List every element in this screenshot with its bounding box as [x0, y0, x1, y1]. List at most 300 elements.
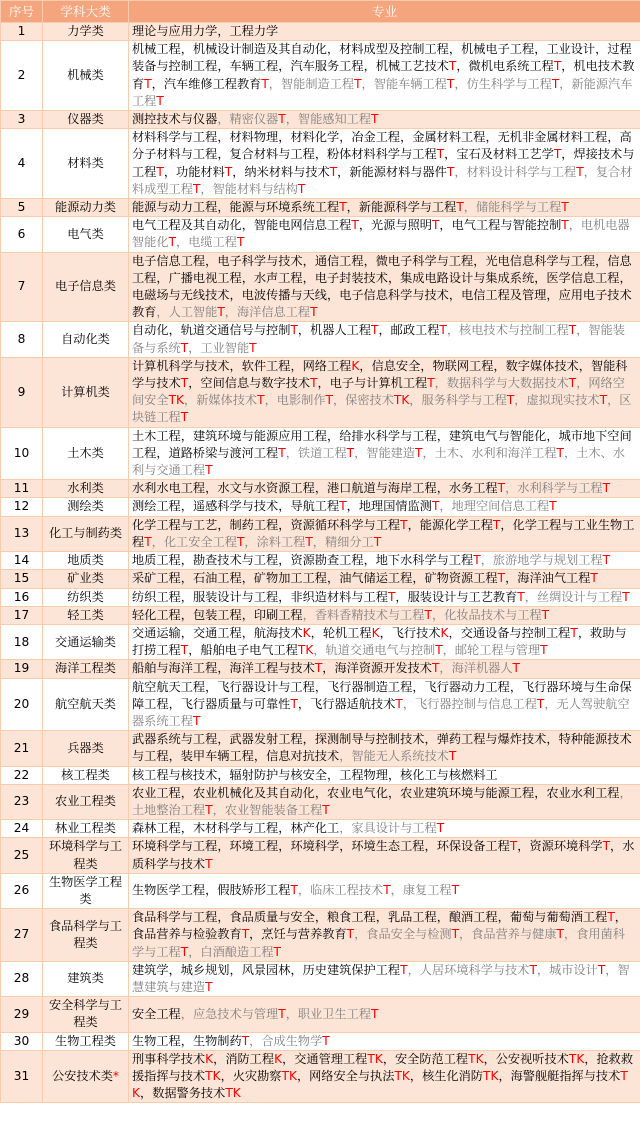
- separator: ，: [412, 571, 425, 586]
- major-item: [323, 626, 380, 640]
- major-mark: T: [424, 607, 432, 622]
- separator: ，: [561, 147, 574, 162]
- major-item: [326, 643, 443, 657]
- separator: ，: [434, 376, 447, 391]
- separator: ，: [229, 962, 242, 977]
- major-item: [303, 359, 360, 373]
- major-mark: TK: [168, 393, 184, 408]
- major-item: [449, 481, 505, 495]
- major-name: 生物工程: [132, 1033, 181, 1048]
- major-item: [359, 200, 464, 214]
- major-item: [200, 341, 256, 355]
- major-mark: T: [180, 944, 189, 959]
- major-name: 数据科学与大数据技术: [446, 376, 569, 391]
- major-name: 纺织工程: [132, 589, 181, 604]
- category-cell: [43, 480, 129, 498]
- major-name: 轮机工程: [322, 625, 372, 640]
- major-item: [254, 608, 303, 622]
- separator: ，: [378, 323, 391, 338]
- major-name: 新能源汽车工程: [132, 76, 633, 108]
- major-item: [310, 883, 391, 897]
- major-name: 非织造材料与工程: [290, 589, 388, 604]
- separator: ，: [409, 393, 422, 408]
- major-item: [132, 571, 181, 585]
- major-name: 高分子材料与工程: [132, 130, 632, 162]
- major-name: 智能感知工程: [297, 112, 372, 127]
- major-name: 森林工程: [132, 821, 181, 836]
- major-mark: TK: [483, 1068, 499, 1083]
- category-cell: [43, 129, 129, 199]
- major-name: 飞行器控制与信息工程: [415, 696, 537, 711]
- row-index-cell: [1, 217, 43, 252]
- row-index-cell: [1, 731, 43, 766]
- category-name: 交通运输类: [55, 634, 116, 649]
- major-item: [366, 927, 459, 941]
- major-name: 材料设计科学与工程: [466, 164, 577, 179]
- separator: ，: [241, 625, 254, 640]
- major-name: 微机电系统工程: [468, 59, 554, 74]
- table-row: [1, 552, 640, 570]
- separator: ，: [337, 164, 350, 179]
- major-mark: T: [278, 1006, 286, 1021]
- separator: ，: [205, 481, 218, 496]
- major-name: 食品质量与安全: [229, 910, 315, 925]
- major-item: [230, 200, 347, 214]
- major-mark: T: [556, 927, 564, 942]
- separator: ，: [395, 589, 408, 604]
- major-item: [290, 821, 339, 835]
- category-name: 生物工程类: [55, 1033, 116, 1048]
- major-mark: TK: [205, 1068, 221, 1083]
- separator: ，: [595, 253, 608, 268]
- major-name: 精细分工: [324, 534, 374, 549]
- major-name: 海洋工程与技术: [229, 661, 315, 676]
- major-name: 核工程与核技术: [132, 767, 218, 782]
- major-item: [403, 883, 459, 897]
- majors-cell: [129, 480, 640, 498]
- category-cell: [43, 322, 129, 357]
- table-row: [1, 588, 640, 606]
- major-name: 飞行器设计与工程: [217, 679, 315, 694]
- major-item: [132, 323, 169, 337]
- major-item: [254, 571, 327, 585]
- row-index: 4: [17, 156, 26, 171]
- major-mark: T: [436, 821, 445, 836]
- category-cell: [43, 961, 129, 996]
- major-item: [351, 130, 400, 144]
- major-name: 物联网工程: [432, 358, 494, 373]
- major-name: 广播电视工程: [168, 270, 242, 285]
- major-name: 道路桥梁与渡河工程: [168, 445, 279, 460]
- major-item: [339, 768, 388, 782]
- separator: ，: [217, 59, 230, 74]
- major-item: [193, 553, 278, 567]
- category-cell: [43, 570, 129, 588]
- separator: ，: [382, 1051, 395, 1066]
- separator: ，: [459, 927, 472, 942]
- major-name: 康复工程: [402, 883, 452, 898]
- major-name: 环境科学: [290, 839, 340, 854]
- category-cell: [43, 217, 129, 252]
- table-row: [1, 873, 640, 908]
- major-name: 冶金工程: [351, 130, 401, 145]
- major-name: 电磁场与无线技术: [132, 288, 230, 303]
- major-name: 生物制药: [192, 1033, 242, 1048]
- separator: ，: [605, 962, 618, 977]
- major-name: 武器系统与工程: [132, 732, 218, 747]
- major-mark: T: [383, 883, 391, 898]
- major-name: 智能科学与技术: [132, 358, 628, 391]
- major-name: 机械工程: [132, 42, 181, 57]
- major-mark: TK: [281, 1068, 297, 1083]
- major-item: [422, 393, 515, 407]
- major-item: [132, 24, 217, 38]
- majors-cell: [129, 427, 640, 480]
- major-name: 智能电网信息工程: [253, 218, 352, 233]
- major-mark: T: [205, 463, 213, 478]
- major-name: 金属材料工程: [412, 130, 486, 145]
- major-name: 食用菌科学与工程: [132, 927, 625, 959]
- major-mark: K: [205, 1051, 214, 1066]
- major-item: [254, 626, 311, 640]
- major-item: [371, 218, 439, 232]
- major-name: 工业设计: [546, 42, 596, 57]
- major-mark: K: [302, 625, 311, 640]
- major-name: 给排水科学与工程: [339, 428, 437, 443]
- table-row: [1, 111, 640, 129]
- major-item: [298, 446, 354, 460]
- major-item: [339, 42, 449, 56]
- major-mark: T: [590, 571, 598, 586]
- major-name: 采矿工程: [132, 571, 181, 586]
- major-name: 环境科学与工程: [132, 839, 218, 854]
- table-row: [1, 909, 640, 962]
- major-mark: T: [278, 112, 286, 127]
- category-name: 航空航天类: [55, 696, 116, 711]
- major-item: [193, 608, 242, 622]
- major-name: 船舶与海洋工程: [132, 661, 218, 676]
- category-cell: [43, 552, 129, 570]
- major-name: 农业机械化及其自动化: [192, 785, 315, 800]
- major-mark: T: [322, 802, 330, 817]
- major-name: 飞行器质量与可靠性: [180, 696, 291, 711]
- major-name: 过程装备与控制工程: [132, 42, 632, 74]
- major-item: [193, 429, 327, 443]
- table-row: [1, 516, 640, 551]
- major-item: [325, 535, 381, 549]
- major-name: 安全工程: [132, 1006, 181, 1021]
- major-name: 精密仪器: [229, 112, 279, 127]
- major-item: [425, 571, 506, 585]
- major-name: 遥感科学与技术: [192, 499, 279, 514]
- separator: ，: [346, 499, 359, 514]
- category-name: 农业工程类: [55, 794, 116, 809]
- separator: ，: [568, 218, 581, 233]
- major-name: 新能源科学与工程: [358, 200, 457, 215]
- major-name: 建筑学: [132, 962, 169, 977]
- separator: ，: [454, 164, 467, 179]
- major-name: 测绘工程: [132, 499, 181, 514]
- major-item: [408, 590, 525, 604]
- major-item: [433, 359, 494, 373]
- major-name: 制药工程: [229, 517, 279, 532]
- major-name: 智能装备与系统: [132, 323, 625, 355]
- major-mark: T: [180, 410, 189, 425]
- separator: ，: [180, 42, 193, 57]
- major-item: [467, 165, 584, 179]
- separator: ，: [163, 164, 177, 179]
- separator: ，: [578, 358, 591, 373]
- major-item: [400, 768, 498, 782]
- major-name: 武器发射工程: [229, 732, 303, 747]
- category-cell: [43, 1032, 129, 1050]
- major-item: [420, 518, 501, 532]
- major-name: 乳品工程: [387, 910, 437, 925]
- major-mark: T: [290, 696, 298, 711]
- major-name: 交通管理工程: [294, 1051, 368, 1066]
- separator: ，: [327, 571, 340, 586]
- major-item: [132, 499, 181, 513]
- separator: ，: [595, 42, 608, 57]
- major-item: [193, 571, 242, 585]
- row-index-cell: [1, 588, 43, 606]
- row-index-cell: [1, 606, 43, 624]
- separator: ，: [436, 428, 449, 443]
- category-mark: *: [112, 1068, 120, 1083]
- row-index-cell: [1, 516, 43, 551]
- row-index: 15: [13, 571, 30, 586]
- row-index-cell: [1, 252, 43, 322]
- major-name: 土木工程: [132, 428, 181, 443]
- major-mark: K: [351, 358, 360, 373]
- major-mark: T: [354, 76, 362, 91]
- separator: ，: [497, 910, 510, 925]
- major-item: [330, 376, 435, 390]
- category-name: 力学类: [67, 24, 104, 38]
- major-item: [217, 680, 315, 694]
- major-name: 职业卫生工程: [297, 1006, 372, 1021]
- major-mark: T: [506, 393, 515, 408]
- category-name: 纺织类: [67, 589, 104, 604]
- major-item: [447, 376, 576, 390]
- major-mark: T: [241, 927, 250, 942]
- majors-cell: [129, 1050, 640, 1103]
- major-name: 弹药工程与爆炸技术: [436, 732, 547, 747]
- major-name: 安全防范工程: [395, 1051, 469, 1066]
- major-name: 人工智能: [168, 305, 218, 320]
- major-item: [546, 786, 619, 800]
- major-mark: T: [568, 376, 577, 391]
- row-index: 12: [13, 499, 30, 514]
- major-name: 油气储运工程: [339, 571, 413, 586]
- major-name: 丝绸设计与工程: [536, 589, 623, 604]
- major-mark: T: [561, 200, 569, 215]
- major-item: [449, 910, 498, 924]
- major-name: 智能制造工程: [280, 76, 355, 91]
- majors-cell: [129, 624, 640, 659]
- major-name: 土木、水利与交通工程: [132, 445, 625, 478]
- separator: ，: [314, 785, 327, 800]
- major-name: 交通工程: [192, 625, 242, 640]
- separator: ，: [184, 393, 197, 408]
- major-name: 建筑环境与能源应用工程: [192, 428, 327, 443]
- row-index: 29: [13, 1006, 30, 1021]
- major-mark: T: [273, 944, 281, 959]
- major-mark: T: [156, 164, 164, 179]
- major-item: [425, 680, 510, 694]
- category-cell: [43, 997, 129, 1032]
- major-mark: T: [325, 393, 333, 408]
- major-mark: T: [509, 839, 518, 854]
- table-row: [1, 199, 640, 217]
- major-item: [230, 732, 303, 746]
- category-name: 计算机类: [61, 384, 110, 399]
- major-item: [181, 963, 230, 977]
- major-name: 应用电子技术教育: [132, 288, 632, 320]
- major-item: [230, 768, 328, 782]
- major-name: 地理空间信息工程: [451, 499, 550, 514]
- major-name: 水质科学与技术: [132, 839, 635, 871]
- row-index: 7: [17, 279, 26, 294]
- separator: ，: [217, 767, 230, 782]
- major-item: [169, 305, 225, 319]
- separator: ，: [296, 1068, 310, 1083]
- separator: ，: [180, 553, 193, 568]
- major-name: 食品科学与工程: [132, 910, 218, 925]
- major-item: [230, 147, 315, 161]
- major-item: [237, 305, 318, 319]
- major-item: [254, 218, 359, 232]
- major-name: 网络工程: [302, 358, 352, 373]
- major-item: [193, 42, 327, 56]
- majors-cell: [129, 961, 640, 996]
- separator: ，: [536, 962, 550, 977]
- major-name: 飞行技术: [391, 625, 441, 640]
- major-mark: T: [236, 534, 245, 549]
- separator: ，: [454, 76, 467, 91]
- row-index-cell: [1, 784, 43, 819]
- major-name: 石油工程: [192, 571, 242, 586]
- major-name: 旅游地学与规划工程: [492, 553, 603, 568]
- separator: ，: [278, 59, 291, 74]
- major-mark: T: [371, 1006, 379, 1021]
- separator: ，: [412, 679, 425, 694]
- row-index-cell: [1, 480, 43, 498]
- major-item: [391, 323, 447, 337]
- major-item: [181, 749, 254, 763]
- major-item: [193, 499, 278, 513]
- major-item: [132, 429, 181, 443]
- separator: ，: [420, 358, 433, 373]
- table-row: [1, 322, 640, 357]
- row-index: 22: [13, 767, 30, 782]
- row-index-cell: [1, 570, 43, 588]
- separator: ，: [220, 1068, 233, 1083]
- major-item: [309, 1069, 410, 1083]
- major-name: 印刷工程: [253, 607, 303, 622]
- majors-cell: [129, 1032, 640, 1050]
- major-name: 理论与应用力学: [132, 24, 218, 38]
- major-mark: T: [329, 164, 338, 179]
- major-item: [351, 749, 456, 763]
- major-item: [298, 1007, 379, 1021]
- separator: ，: [264, 393, 277, 408]
- separator: ，: [607, 393, 620, 408]
- major-item: [327, 786, 388, 800]
- major-mark: T: [180, 643, 189, 658]
- row-index: 31: [13, 1068, 30, 1083]
- category-name: 能源动力类: [55, 200, 116, 215]
- major-item: [132, 112, 217, 126]
- majors-cell: [129, 498, 640, 516]
- major-name: 食品营养与健康: [471, 927, 557, 942]
- separator: ，: [217, 517, 230, 532]
- major-name: 勘查技术与工程: [192, 553, 279, 568]
- separator: ，: [156, 270, 169, 285]
- category-name: 仪器类: [67, 112, 104, 127]
- major-item: [242, 963, 291, 977]
- category-name: 轻工类: [67, 607, 104, 622]
- major-item: [132, 42, 181, 56]
- major-mark: T: [576, 164, 584, 179]
- row-index: 28: [13, 971, 30, 986]
- separator: ，: [584, 1051, 597, 1066]
- row-index-cell: [1, 23, 43, 41]
- separator: ，: [217, 112, 230, 127]
- separator: ，: [473, 253, 486, 268]
- major-name: 电子信息工程: [132, 253, 206, 268]
- separator: ，: [180, 785, 193, 800]
- major-name: 光源与照明: [371, 218, 432, 233]
- major-item: [449, 429, 547, 443]
- separator: ，: [339, 749, 352, 764]
- major-mark: T: [435, 643, 443, 658]
- major-name: 资源环境科学: [529, 839, 603, 854]
- major-name: 飞行器适航技术: [310, 696, 396, 711]
- major-name: 人居环境科学与技术: [419, 962, 530, 977]
- separator: ，: [564, 445, 577, 460]
- separator: ，: [439, 661, 452, 676]
- row-index: 19: [13, 661, 30, 676]
- separator: ，: [297, 323, 311, 338]
- major-item: [461, 288, 546, 302]
- major-name: 信息对抗技术: [266, 749, 340, 764]
- separator: ，: [431, 607, 445, 622]
- major-item: [132, 608, 181, 622]
- major-mark: T: [497, 481, 506, 496]
- major-item: [315, 732, 425, 746]
- major-mark: T: [180, 376, 189, 391]
- major-mark: T: [622, 589, 630, 604]
- major-item: [132, 130, 217, 144]
- major-mark: T: [512, 661, 520, 676]
- major-name: 导航工程: [290, 499, 340, 514]
- major-item: [372, 359, 421, 373]
- major-mark: T: [553, 59, 562, 74]
- row-index: 6: [17, 226, 26, 241]
- separator: ，: [241, 270, 254, 285]
- separator: ，: [180, 589, 193, 604]
- row-index: 11: [13, 481, 30, 496]
- major-item: [132, 963, 169, 977]
- major-item: [230, 24, 279, 38]
- separator: ，: [217, 24, 230, 38]
- separator: ，: [180, 607, 193, 622]
- major-name: 土地整治工程: [132, 802, 206, 817]
- separator: ，: [442, 643, 455, 658]
- header-majors: 专业: [129, 1, 640, 23]
- major-name: 虚拟现实技术: [526, 393, 600, 408]
